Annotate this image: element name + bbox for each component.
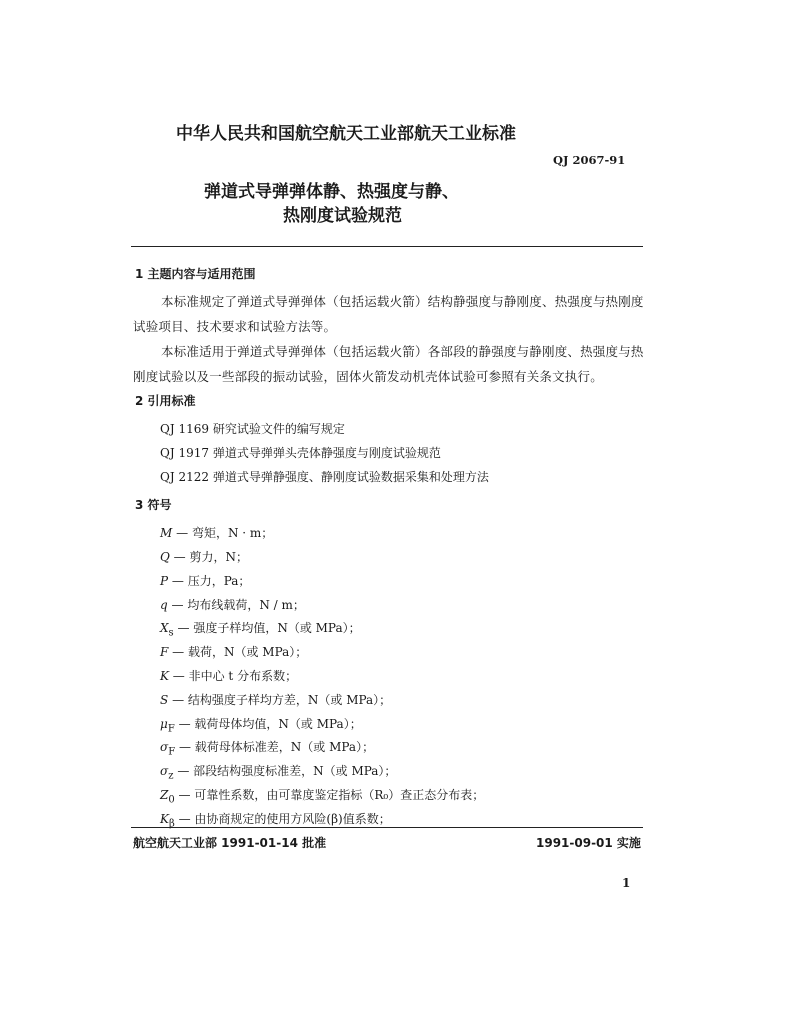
symbol-description: — 非中心 t 分布系数； xyxy=(172,669,298,683)
header-divider xyxy=(131,246,643,247)
symbol-definition xyxy=(160,715,362,734)
symbol: P xyxy=(160,574,169,588)
reference-item: QJ 1169 研究试验文件的编写规定 xyxy=(160,422,345,436)
implementation-date: 1991-09-01 实施 xyxy=(536,836,641,850)
symbol-definition xyxy=(160,691,391,708)
symbol: K xyxy=(160,669,169,683)
symbol: F xyxy=(160,645,169,659)
symbol: σ xyxy=(160,764,169,778)
document-title-line-2: 热刚度试验规范 xyxy=(283,206,402,226)
symbol-definition xyxy=(160,667,297,684)
symbol-description: — 可靠性系数，由可靠度鉴定指标（R₀）查正态分布表； xyxy=(178,788,485,802)
symbol-subscript: F xyxy=(167,723,175,735)
page-number: 1 xyxy=(622,876,631,890)
standard-code: QJ 2067-91 xyxy=(553,153,626,167)
symbol-description: — 由协商规定的使用方风险(β)值系数； xyxy=(178,812,391,826)
section-heading-1: 1 主题内容与适用范围 xyxy=(135,267,256,281)
section-heading-3: 3 符号 xyxy=(135,498,172,512)
symbol: Q xyxy=(160,550,170,564)
symbol-subscript: s xyxy=(168,627,174,639)
reference-item: QJ 1917 弹道式导弹弹头壳体静强度与刚度试验规范 xyxy=(160,446,441,460)
symbol-definition xyxy=(160,619,361,638)
symbol-subscript: β xyxy=(168,818,175,830)
symbol-subscript: z xyxy=(168,770,174,782)
symbol-description: — 载荷母体均值，N（或 MPa）； xyxy=(178,717,362,731)
reference-item: QJ 2122 弹道式导弹静强度、静刚度试验数据采集和处理方法 xyxy=(160,470,489,484)
symbol: M xyxy=(160,526,173,540)
document-title-line-1: 弹道式导弹弹体静、热强度与静、 xyxy=(204,182,459,202)
section-1-paragraph-2: 本标准适用于弹道式导弹弹体（包括运载火箭）各部段的静强度与静刚度、热强度与热刚度试验以及一些部段的振动试验，固体火箭发动机壳体试验可参照有关条文执行。 xyxy=(133,344,644,384)
symbol-description: — 载荷母体标准差，N（或 MPa）； xyxy=(178,740,375,754)
section-1-paragraph-1: 本标准规定了弹道式导弹弹体（包括运载火箭）结构静强度与静刚度、热强度与热刚度试验项目、技术要求和试验方法等。 xyxy=(133,294,644,334)
symbol-subscript: F xyxy=(168,746,176,758)
section-heading-2: 2 引用标准 xyxy=(135,394,196,408)
footer-divider xyxy=(131,827,643,828)
symbol-definition xyxy=(160,596,305,613)
symbol-description: — 强度子样均值，N（或 MPa）； xyxy=(177,621,361,635)
symbol-definition xyxy=(160,738,374,757)
symbol-description: — 剪力，N； xyxy=(173,550,248,564)
symbol-description: — 弯矩，N · m； xyxy=(176,526,274,540)
symbol-definition xyxy=(160,548,248,565)
symbol-description: — 压力，Pa； xyxy=(171,574,251,588)
symbol-definition xyxy=(160,524,273,541)
symbol: q xyxy=(160,598,168,612)
symbol: Z xyxy=(160,788,169,802)
symbol-description: — 载荷，N（或 MPa）； xyxy=(172,645,308,659)
symbol-definition xyxy=(160,572,250,589)
symbol: K xyxy=(160,812,169,826)
symbol-definition xyxy=(160,643,307,660)
symbol: X xyxy=(160,621,169,635)
symbol-subscript: 0 xyxy=(168,794,175,806)
approval-date: 航空航天工业部 1991-01-14 批准 xyxy=(133,836,327,850)
symbol: S xyxy=(160,693,169,707)
symbol-description: — 结构强度子样均方差，N（或 MPa）； xyxy=(172,693,392,707)
symbol-definition xyxy=(160,786,484,805)
symbol: σ xyxy=(160,740,169,754)
symbol: μ xyxy=(160,717,168,731)
issuing-organization: 中华人民共和国航空航天工业部航天工业标准 xyxy=(176,124,516,144)
symbol-definition xyxy=(160,762,396,781)
symbol-description: — 均布线载荷，N / m； xyxy=(171,598,305,612)
symbol-description: — 部段结构强度标准差，N（或 MPa）； xyxy=(177,764,397,778)
